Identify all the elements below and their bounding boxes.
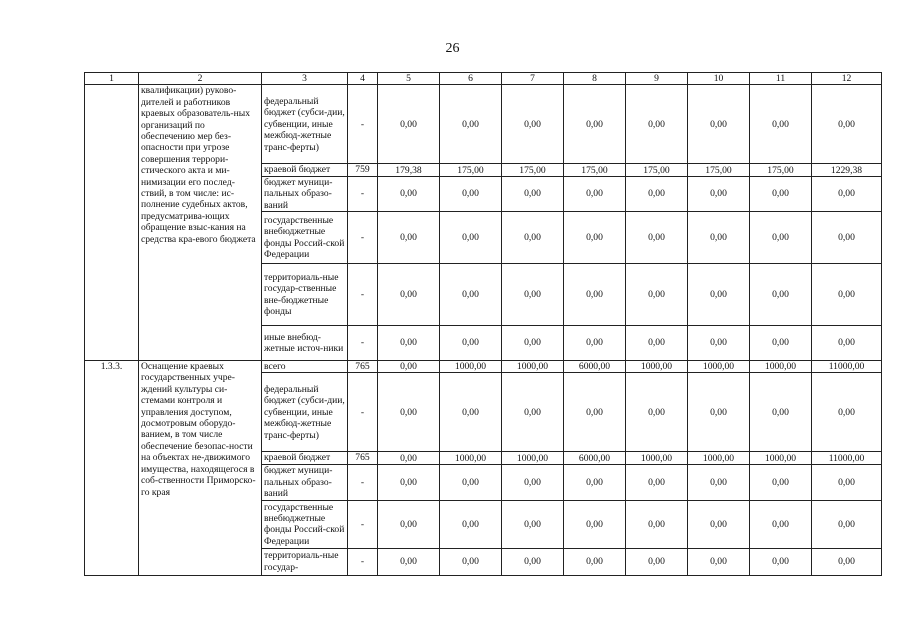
column-number: 10	[688, 73, 750, 85]
amount-cell: 0,00	[564, 326, 626, 361]
amount-cell: 0,00	[688, 326, 750, 361]
amount-cell: 0,00	[502, 176, 564, 211]
funding-source: краевой бюджет	[262, 164, 348, 176]
amount-cell: 0,00	[626, 500, 688, 548]
item-number: 1.3.3.	[85, 361, 139, 576]
budget-code: 765	[348, 361, 378, 373]
amount-cell: 0,00	[812, 176, 882, 211]
amount-cell: 1000,00	[626, 452, 688, 464]
funding-source: краевой бюджет	[262, 452, 348, 464]
budget-code: 759	[348, 164, 378, 176]
amount-cell: 0,00	[564, 500, 626, 548]
table-row	[85, 361, 882, 373]
amount-cell: 0,00	[750, 264, 812, 326]
budget-code: -	[348, 373, 378, 452]
amount-cell: 0,00	[688, 176, 750, 211]
amount-cell: 175,00	[564, 164, 626, 176]
amount-cell: 0,00	[688, 212, 750, 264]
amount-cell: 11000,00	[812, 361, 882, 373]
amount-cell: 0,00	[502, 85, 564, 164]
amount-cell: 0,00	[812, 548, 882, 575]
amount-cell: 0,00	[750, 85, 812, 164]
table-row	[85, 85, 882, 164]
budget-table	[84, 72, 882, 576]
funding-source: федеральный бюджет (субси-дии, субвенции, иные межбюд-жетные транс-ферты)	[262, 85, 348, 164]
amount-cell: 0,00	[812, 212, 882, 264]
amount-cell: 0,00	[378, 264, 440, 326]
amount-cell: 0,00	[750, 212, 812, 264]
funding-source: всего	[262, 361, 348, 373]
amount-cell: 0,00	[440, 212, 502, 264]
amount-cell: 1000,00	[626, 361, 688, 373]
amount-cell: 0,00	[626, 176, 688, 211]
amount-cell: 0,00	[564, 176, 626, 211]
amount-cell: 0,00	[626, 264, 688, 326]
amount-cell: 0,00	[440, 464, 502, 500]
amount-cell: 0,00	[378, 85, 440, 164]
amount-cell: 0,00	[378, 464, 440, 500]
column-number: 8	[564, 73, 626, 85]
funding-source: государственные внебюджетные фонды Россий-ской Федерации	[262, 500, 348, 548]
amount-cell: 0,00	[688, 264, 750, 326]
amount-cell: 175,00	[626, 164, 688, 176]
amount-cell: 0,00	[688, 464, 750, 500]
column-number: 11	[750, 73, 812, 85]
budget-code: -	[348, 500, 378, 548]
amount-cell: 1000,00	[750, 452, 812, 464]
funding-source: федеральный бюджет (субси-дии, субвенции, иные межбюд-жетные транс-ферты)	[262, 373, 348, 452]
amount-cell: 0,00	[378, 500, 440, 548]
amount-cell: 0,00	[750, 548, 812, 575]
budget-code: -	[348, 464, 378, 500]
budget-code: -	[348, 212, 378, 264]
amount-cell: 0,00	[378, 548, 440, 575]
amount-cell: 0,00	[378, 373, 440, 452]
amount-cell: 0,00	[440, 548, 502, 575]
column-number: 7	[502, 73, 564, 85]
amount-cell: 0,00	[440, 176, 502, 211]
amount-cell: 0,00	[378, 361, 440, 373]
budget-code: -	[348, 326, 378, 361]
amount-cell: 0,00	[564, 373, 626, 452]
amount-cell: 0,00	[812, 464, 882, 500]
amount-cell: 175,00	[440, 164, 502, 176]
column-number: 1	[85, 73, 139, 85]
amount-cell: 0,00	[502, 326, 564, 361]
amount-cell: 0,00	[626, 464, 688, 500]
amount-cell: 0,00	[502, 212, 564, 264]
amount-cell: 175,00	[750, 164, 812, 176]
amount-cell: 0,00	[502, 464, 564, 500]
column-number: 6	[440, 73, 502, 85]
amount-cell: 1000,00	[502, 452, 564, 464]
amount-cell: 0,00	[564, 212, 626, 264]
amount-cell: 1000,00	[440, 361, 502, 373]
amount-cell: 0,00	[440, 264, 502, 326]
amount-cell: 0,00	[502, 373, 564, 452]
budget-code: -	[348, 548, 378, 575]
funding-source: государственные внебюджетные фонды Россий-ской Федерации	[262, 212, 348, 264]
amount-cell: 0,00	[564, 85, 626, 164]
amount-cell: 0,00	[502, 500, 564, 548]
amount-cell: 11000,00	[812, 452, 882, 464]
amount-cell: 0,00	[626, 373, 688, 452]
funding-source: территориаль-ные государ-	[262, 548, 348, 575]
amount-cell: 0,00	[688, 548, 750, 575]
amount-cell: 0,00	[688, 373, 750, 452]
amount-cell: 0,00	[812, 500, 882, 548]
page-number: 26	[445, 41, 460, 56]
amount-cell: 0,00	[812, 264, 882, 326]
item-number	[85, 85, 139, 361]
amount-cell: 0,00	[626, 548, 688, 575]
funding-source: территориаль-ные государ-ственные вне-бюджетные фонды	[262, 264, 348, 326]
amount-cell: 0,00	[626, 212, 688, 264]
amount-cell: 0,00	[502, 264, 564, 326]
amount-cell: 0,00	[564, 264, 626, 326]
amount-cell: 0,00	[378, 326, 440, 361]
column-number: 9	[626, 73, 688, 85]
budget-code: -	[348, 264, 378, 326]
amount-cell: 175,00	[502, 164, 564, 176]
amount-cell: 1000,00	[440, 452, 502, 464]
amount-cell: 0,00	[378, 212, 440, 264]
amount-cell: 1000,00	[688, 361, 750, 373]
amount-cell: 0,00	[626, 85, 688, 164]
amount-cell: 0,00	[440, 326, 502, 361]
amount-cell: 0,00	[750, 500, 812, 548]
amount-cell: 0,00	[750, 373, 812, 452]
amount-cell: 1000,00	[688, 452, 750, 464]
amount-cell: 0,00	[812, 85, 882, 164]
item-description: Оснащение краевых государственных учре-ждений культуры си-стемами контроля и управления доступом, досмотровым оборудо-ванием, в том числе обеспечение безопас-ности на объектах не-движимого имущества, находящегося в соб-ственности Приморско-го края	[139, 361, 262, 576]
column-number: 3	[262, 73, 348, 85]
funding-source: иные внебюд-жетные источ-ники	[262, 326, 348, 361]
column-number: 12	[812, 73, 882, 85]
amount-cell: 179,38	[378, 164, 440, 176]
amount-cell: 0,00	[564, 548, 626, 575]
amount-cell: 0,00	[750, 176, 812, 211]
amount-cell: 175,00	[688, 164, 750, 176]
amount-cell: 1000,00	[502, 361, 564, 373]
column-number: 5	[378, 73, 440, 85]
funding-source: бюджет муници-пальных образо-ваний	[262, 464, 348, 500]
budget-code: -	[348, 85, 378, 164]
amount-cell: 0,00	[812, 373, 882, 452]
amount-cell: 0,00	[502, 548, 564, 575]
amount-cell: 1000,00	[750, 361, 812, 373]
amount-cell: 0,00	[688, 500, 750, 548]
amount-cell: 0,00	[378, 452, 440, 464]
column-number-row	[85, 73, 882, 85]
amount-cell: 0,00	[812, 326, 882, 361]
item-description: квалификации) руково-дителей и работников краевых образователь-ных организаций по обеспечению мер без-опасности при угрозе совершения террори-стического акта и ми-нимизации его послед-ствий, в том числе: ис-полнение судебных актов, предусматрива-ющих обращение взыс-кания на средства кра-евого бюджета	[139, 85, 262, 361]
amount-cell: 0,00	[750, 326, 812, 361]
amount-cell: 0,00	[440, 85, 502, 164]
funding-source: бюджет муници-пальных образо-ваний	[262, 176, 348, 211]
column-number: 2	[139, 73, 262, 85]
amount-cell: 0,00	[440, 373, 502, 452]
budget-code: -	[348, 176, 378, 211]
amount-cell: 0,00	[626, 326, 688, 361]
amount-cell: 0,00	[440, 500, 502, 548]
amount-cell: 0,00	[378, 176, 440, 211]
amount-cell: 6000,00	[564, 361, 626, 373]
amount-cell: 1229,38	[812, 164, 882, 176]
budget-code: 765	[348, 452, 378, 464]
amount-cell: 0,00	[750, 464, 812, 500]
amount-cell: 0,00	[688, 85, 750, 164]
amount-cell: 6000,00	[564, 452, 626, 464]
amount-cell: 0,00	[564, 464, 626, 500]
column-number: 4	[348, 73, 378, 85]
